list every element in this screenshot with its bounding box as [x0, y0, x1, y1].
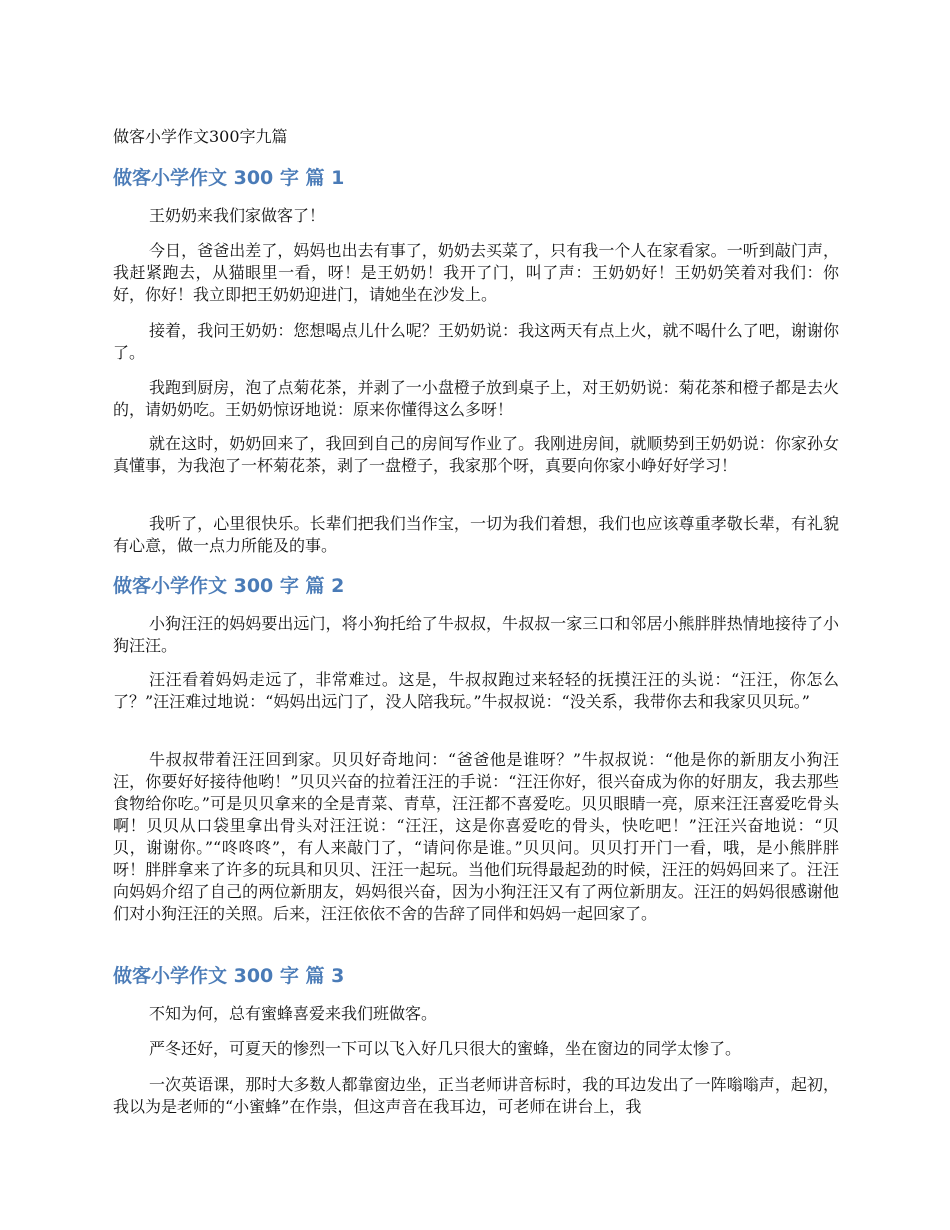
paragraph: 王奶奶来我们家做客了！: [149, 206, 326, 225]
paragraph: 严冬还好，可夏天的惨烈一下可以飞入好几只很大的蜜蜂，坐在窗边的同学太惨了。: [149, 1039, 742, 1058]
paragraph: 接着，我问王奶奶：您想喝点儿什么呢？王奶奶说：我这两天有点上火，就不喝什么了吧，谢谢你了。: [113, 321, 839, 362]
paragraph: 就在这时，奶奶回来了，我回到自己的房间写作业了。我刚进房间，就顺势到王奶奶说：你家孙女真懂事，为我泡了一杯菊花茶，剥了一盘橙子，我家那个呀，真要向你家小峥好好学习！: [113, 434, 839, 475]
section-heading-2: 做客小学作文 300 字 篇 2: [113, 575, 345, 597]
paragraph: 我跑到厨房，泡了点菊花茶，并剥了一小盘橙子放到桌子上，对王奶奶说：菊花茶和橙子都是去火的，请奶奶吃。王奶奶惊讶地说：原来你懂得这么多呀！: [113, 378, 839, 419]
section-heading-3: 做客小学作文 300 字 篇 3: [113, 965, 345, 987]
document-title: 做客小学作文300字九篇: [113, 127, 288, 146]
paragraph: 小狗汪汪的妈妈要出远门，将小狗托给了牛叔叔，牛叔叔一家三口和邻居小熊胖胖热情地接待了小狗汪汪。: [113, 614, 839, 655]
paragraph: 我听了，心里很快乐。长辈们把我们当作宝，一切为我们着想，我们也应该尊重孝敬长辈，有礼貌有心意，做一点力所能及的事。: [113, 514, 839, 555]
paragraph: 不知为何，总有蜜蜂喜爱来我们班做客。: [149, 1004, 438, 1023]
paragraph: 今日，爸爸出差了，妈妈也出去有事了，奶奶去买菜了，只有我一个人在家看家。一听到敲门声，我赶紧跑去，从猫眼里一看，呀！是王奶奶！我开了门，叫了声：王奶奶好！王奶奶笑着对我们：你好，你好！我立即把王奶奶迎进门，请她坐在沙发上。: [113, 241, 839, 304]
paragraph: 一次英语课，那时大多数人都靠窗边坐，正当老师讲音标时，我的耳边发出了一阵嗡嗡声，起初，我以为是老师的“小蜜蜂”在作祟，但这声音在我耳边，可老师在讲台上，我: [113, 1075, 839, 1116]
section-heading-1: 做客小学作文 300 字 篇 1: [113, 167, 345, 189]
paragraph: 汪汪看着妈妈走远了，非常难过。这是，牛叔叔跑过来轻轻的抚摸汪汪的头说：“汪汪，你怎么了？”汪汪难过地说：“妈妈出远门了，没人陪我玩。”牛叔叔说：“没关系，我带你去和我家贝贝玩。”: [113, 670, 839, 711]
paragraph: 牛叔叔带着汪汪回到家。贝贝好奇地问：“爸爸他是谁呀？”牛叔叔说：“他是你的新朋友小狗汪汪，你要好好接待他哟！”贝贝兴奋的拉着汪汪的手说：“汪汪你好，很兴奋成为你的好朋友，我去那些食物给你吃。”可是贝贝拿来的全是青菜、青草，汪汪都不喜爱吃。贝贝眼睛一亮，原来汪汪喜爱吃骨头啊！贝贝从口袋里拿出骨头对汪汪说：“汪汪，这是你喜爱吃的骨头，快吃吧！”汪汪兴奋地说：“贝贝，谢谢你。”“咚咚咚”，有人来敲门了，“请问你是谁。”贝贝问。贝贝打开门一看，哦，是小熊胖胖呀！胖胖拿来了许多的玩具和贝贝、汪汪一起玩。当他们玩得最起劲的时候，汪汪的妈妈回来了。汪汪向妈妈介绍了自己的两位新朋友，妈妈很兴奋，因为小狗汪汪又有了两位新朋友。汪汪的妈妈很感谢他们对小狗汪汪的关照。后来，汪汪依依不舍的告辞了同伴和妈妈一起回家了。: [113, 750, 839, 923]
